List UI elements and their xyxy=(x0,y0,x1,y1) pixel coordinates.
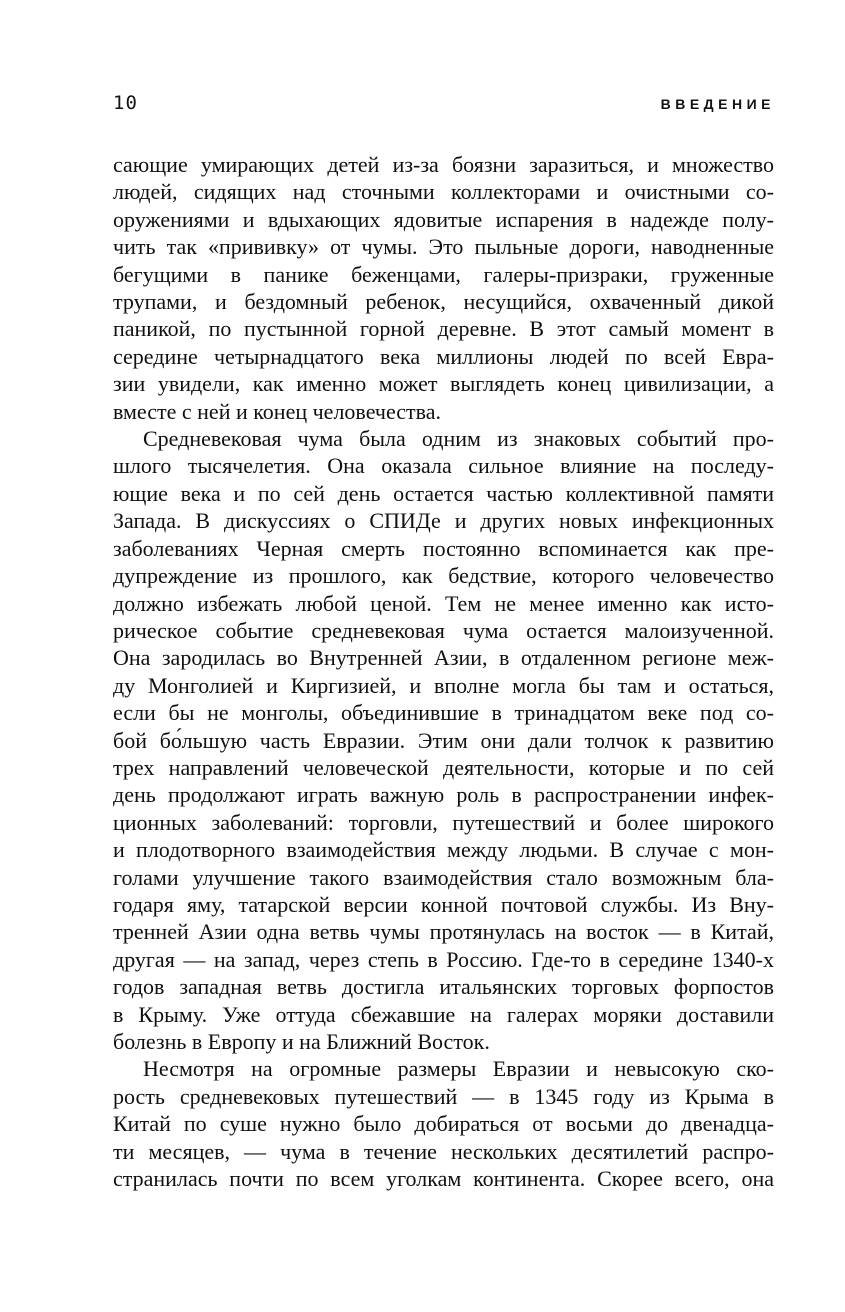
text-line: оружениями и вдыхающих ядовитые испарения в надежде полу- xyxy=(113,206,774,232)
text-line: в Крыму. Уже оттуда сбежавшие на галерах моряки доставили xyxy=(113,1001,774,1027)
text-line: день продолжают играть важную роль в распространении инфек- xyxy=(113,782,774,808)
text-line: заболеваниях Черная смерть постоянно вспоминается как пре- xyxy=(113,535,774,561)
paragraph xyxy=(113,1055,774,1192)
text-line: чить так «прививку» от чумы. Это пыльные дороги, наводненные xyxy=(113,234,774,260)
text-line: середине четырнадцатого века миллионы людей по всей Евра- xyxy=(113,343,774,369)
text-line: вместе с ней и конец человечества. xyxy=(113,398,442,424)
text-line: паникой, по пустынной горной деревне. В этот самый момент в xyxy=(113,316,774,342)
text-line: годаря яму, татарской версии конной почтовой службы. Из Вну- xyxy=(113,891,774,917)
text-line: Запада. В дискуссиях о СПИДе и других новых инфекционных xyxy=(113,508,774,534)
text-line: другая — на запад, через степь в Россию. Где-то в середине 1340-х xyxy=(113,946,774,972)
text-line: Несмотря на огромные размеры Евразии и невысокую ско- xyxy=(143,1056,774,1082)
text-line: рическое событие средневековая чума остается малоизученной. xyxy=(113,617,774,643)
text-line: шлого тысячелетия. Она оказала сильное влияние на последу- xyxy=(113,453,774,479)
text-line: Китай по суше нужно было добираться от восьми до двенадца- xyxy=(113,1111,774,1137)
text-line: странилась почти по всем уголкам континента. Скорее всего, она xyxy=(113,1166,774,1192)
text-line: дупреждение из прошлого, как бедствие, которого человечество xyxy=(113,563,774,589)
text-line: голами улучшение такого взаимодействия стало возможным бла- xyxy=(113,864,774,890)
text-line: ду Монголией и Киргизией, и вполне могла бы там и остаться, xyxy=(113,672,774,698)
running-title: ВВЕДЕНИЕ xyxy=(660,96,775,112)
text-line: сающие умирающих детей из-за боязни заразиться, и множество xyxy=(113,152,774,177)
text-line: бегущими в панике беженцами, галеры-призраки, груженные xyxy=(113,261,774,287)
page-number: 10 xyxy=(113,92,138,114)
text-line: должно избежать любой ценой. Тем не менее именно как исто- xyxy=(113,590,774,616)
paragraph xyxy=(113,151,774,425)
text-line: зии увидели, как именно может выглядеть конец цивилизации, а xyxy=(113,371,774,397)
text-line: и плодотворного взаимодействия между людьми. В случае с мон- xyxy=(113,837,774,863)
text-line: ющие века и по сей день остается частью коллективной памяти xyxy=(113,480,774,506)
text-line: ти месяцев, — чума в течение нескольких десятилетий распро- xyxy=(113,1138,774,1164)
text-line: трупами, и бездомный ребенок, несущийся, охваченный дикой xyxy=(113,289,774,315)
text-line: людей, сидящих над сточными коллекторами и очистными со- xyxy=(113,179,774,205)
text-line: трех направлений человеческой деятельности, которые и по сей xyxy=(113,754,774,780)
text-line: болезнь в Европу и на Ближний Восток. xyxy=(113,1029,490,1054)
text-line: годов западная ветвь достигла итальянских торговых форпостов xyxy=(113,974,774,1000)
page-header xyxy=(113,92,775,114)
text-line: тренней Азии одна ветвь чумы протянулась на восток — в Китай, xyxy=(113,919,774,945)
text-block xyxy=(113,151,774,1192)
text-line: бой бо́льшую часть Евразии. Этим они дали толчок к развитию xyxy=(113,727,774,753)
text-line: Средневековая чума была одним из знаковых событий про- xyxy=(143,426,774,452)
text-line: ционных заболеваний: торговли, путешествий и более широкого xyxy=(113,809,774,835)
paragraph xyxy=(113,425,774,1055)
text-line: Она зародилась во Внутренней Азии, в отдаленном регионе меж- xyxy=(113,645,774,671)
text-line: если бы не монголы, объединившие в тринадцатом веке под со- xyxy=(113,700,774,726)
text-line: рость средневековых путешествий — в 1345 году из Крыма в xyxy=(113,1083,774,1109)
